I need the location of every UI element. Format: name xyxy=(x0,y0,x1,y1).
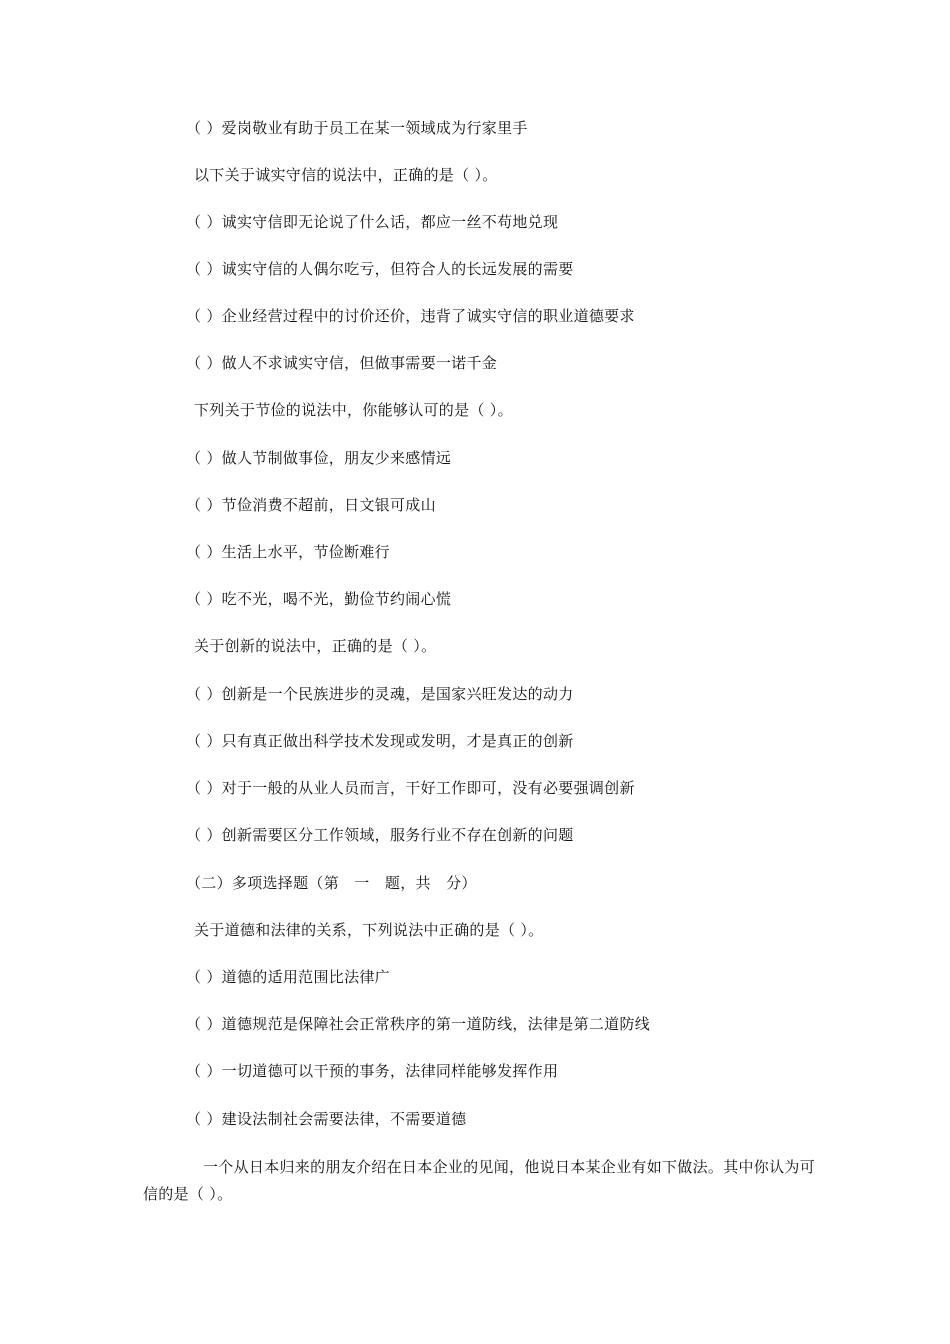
option-line: （ ）创新是一个民族进步的灵魂，是国家兴旺发达的动力 xyxy=(186,685,574,703)
question-line: 关于道德和法律的关系，下列说法中正确的是（ ）。 xyxy=(194,921,544,939)
option-line: （ ）诚实守信即无论说了什么话，都应一丝不苟地兑现 xyxy=(186,213,559,231)
option-line: （ ）一切道德可以干预的事务，法律同样能够发挥作用 xyxy=(186,1062,559,1080)
question-line: 关于创新的说法中，正确的是（ ）。 xyxy=(194,637,437,655)
question-line: 下列关于节俭的说法中，你能够认可的是（ ）。 xyxy=(194,401,513,419)
option-line: （ ）做人节制做事俭，朋友少来感情远 xyxy=(186,449,452,467)
option-line: （ ）建设法制社会需要法律，不需要道德 xyxy=(186,1110,467,1128)
option-line: （ ）只有真正做出科学技术发现或发明，才是真正的创新 xyxy=(186,732,574,750)
option-line: （ ）生活上水平，节俭断难行 xyxy=(186,543,390,561)
question-paragraph: 一个从日本归来的朋友介绍在日本企业的见闻，他说日本某企业有如下做法。其中你认为可信的是（ ）。 xyxy=(143,1158,816,1203)
question-line: 以下关于诚实守信的说法中，正确的是（ ）。 xyxy=(194,166,498,184)
option-line: （ ）吃不光，喝不光，勤俭节约闹心慌 xyxy=(186,590,452,608)
section-heading: （二）多项选择题（第 一 题，共 分） xyxy=(186,874,477,892)
option-line: （ ）道德的适用范围比法律广 xyxy=(186,968,390,986)
option-line: （ ）企业经营过程中的讨价还价，违背了诚实守信的职业道德要求 xyxy=(186,307,635,325)
option-line: （ ）诚实守信的人偶尔吃亏，但符合人的长远发展的需要 xyxy=(186,260,574,278)
option-line: （ ）对于一般的从业人员而言，干好工作即可，没有必要强调创新 xyxy=(186,779,635,797)
option-line: （ ）创新需要区分工作领域，服务行业不存在创新的问题 xyxy=(186,826,574,844)
option-line: （ ）节俭消费不超前，日文银可成山 xyxy=(186,496,436,514)
option-line: （ ）道德规范是保障社会正常秩序的第一道防线，法律是第二道防线 xyxy=(186,1015,651,1033)
option-line: （ ）爱岗敬业有助于员工在某一领域成为行家里手 xyxy=(186,119,528,137)
option-line: （ ）做人不求诚实守信，但做事需要一诺千金 xyxy=(186,354,498,372)
